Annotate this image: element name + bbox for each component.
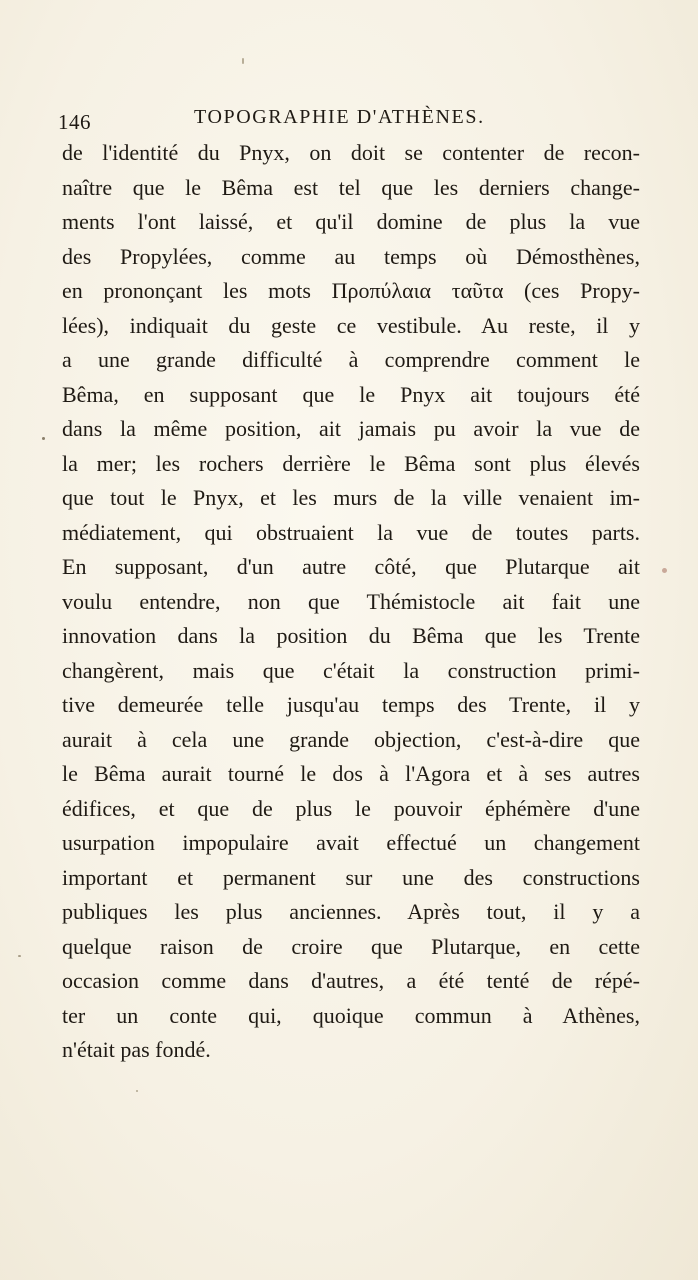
text-line: de l'identité du Pnyx, on doit se contenter de recon- bbox=[62, 140, 640, 165]
running-title: TOPOGRAPHIE D'ATHÈNES. bbox=[194, 106, 485, 128]
text-line: la mer; les rochers derrière le Bêma sont plus élevés bbox=[62, 450, 640, 476]
text-line: occasion comme dans d'autres, a été tenté de répé- bbox=[62, 968, 640, 993]
paper-speck bbox=[18, 955, 21, 957]
text-line: usurpation impopulaire avait effectué un changement bbox=[62, 830, 640, 855]
text-line: quelque raison de croire que Plutarque, en cette bbox=[62, 933, 640, 959]
page-number: 146 bbox=[58, 110, 91, 134]
paper-speck bbox=[242, 58, 244, 64]
paper-speck bbox=[662, 568, 667, 573]
text-line: aurait à cela une grande objection, c'est-à-dire que bbox=[62, 726, 640, 752]
text-line: voulu entendre, non que Thémistocle ait fait une bbox=[62, 588, 640, 614]
text-line: ter un conte qui, quoique commun à Athènes, bbox=[62, 1002, 640, 1028]
text-line: changèrent, mais que c'était la construction primi- bbox=[62, 657, 640, 683]
text-line: publiques les plus anciennes. Après tout, il y a bbox=[62, 899, 640, 924]
text-line: n'était pas fondé. bbox=[62, 1037, 211, 1062]
paper-speck bbox=[136, 1090, 138, 1092]
text-line: ments l'ont laissé, et qu'il domine de plus la vue bbox=[62, 209, 640, 234]
text-line: En supposant, d'un autre côté, que Plutarque ait bbox=[62, 554, 640, 579]
text-line: le Bêma aurait tourné le dos à l'Agora et à ses autres bbox=[62, 761, 640, 786]
text-line: médiatement, qui obstruaient la vue de toutes parts. bbox=[62, 519, 640, 545]
text-line: édifices, et que de plus le pouvoir éphémère d'une bbox=[62, 795, 640, 821]
text-line: naître que le Bêma est tel que les derniers change- bbox=[62, 174, 640, 200]
text-line: lées), indiquait du geste ce vestibule. Au reste, il y bbox=[62, 312, 640, 338]
text-line: en prononçant les mots Προπύλαια ταῦτα (ces Propy- bbox=[62, 278, 640, 303]
text-line: innovation dans la position du Bêma que les Trente bbox=[62, 623, 640, 648]
text-line: tive demeurée telle jusqu'au temps des Trente, il y bbox=[62, 692, 640, 717]
text-line: a une grande difficulté à comprendre comment le bbox=[62, 347, 640, 372]
paper-speck bbox=[42, 437, 45, 440]
text-line: que tout le Pnyx, et les murs de la ville venaient im- bbox=[62, 485, 640, 510]
text-line: important et permanent sur une des constructions bbox=[62, 864, 640, 890]
body-text bbox=[62, 136, 640, 1068]
text-line: Bêma, en supposant que le Pnyx ait toujours été bbox=[62, 381, 640, 407]
text-line: des Propylées, comme au temps où Démosthènes, bbox=[62, 243, 640, 269]
page-header bbox=[58, 104, 638, 134]
text-line: dans la même position, ait jamais pu avoir la vue de bbox=[62, 416, 640, 441]
